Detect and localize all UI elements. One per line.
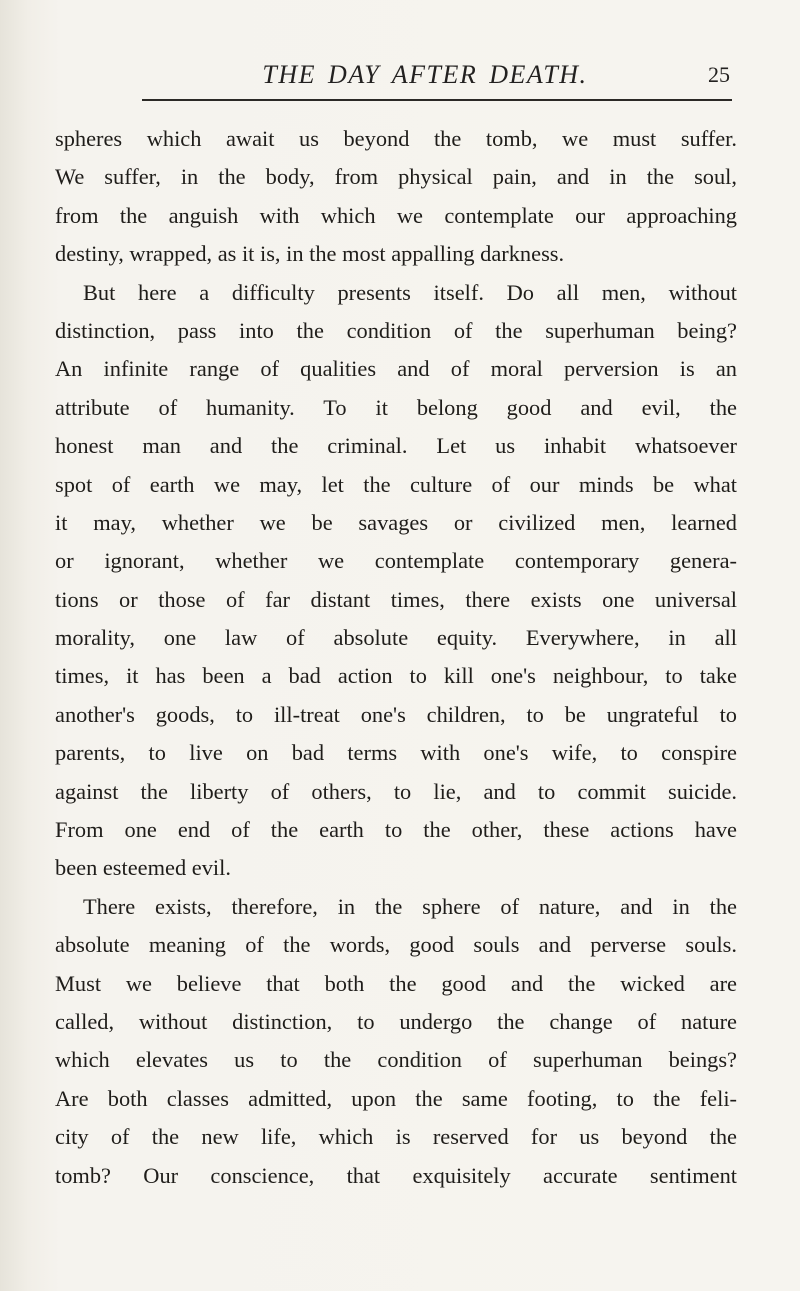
text-line: city of the new life, which is reserved for us beyond the [55, 1124, 737, 1150]
running-title: THE DAY AFTER DEATH. [262, 60, 588, 89]
text-line: honest man and the criminal. Let us inhabit whatsoever [55, 433, 737, 459]
text-line: destiny, wrapped, as it is, in the most appalling darkness. [55, 241, 565, 267]
text-line: An infinite range of qualities and of moral perversion is an [55, 356, 737, 382]
text-line: against the liberty of others, to lie, and to commit suicide. [55, 778, 737, 804]
text-line: From one end of the earth to the other, these actions have [55, 817, 737, 843]
page-number: 25 [708, 62, 730, 87]
text-line: another's goods, to ill-treat one's children, to be ungrateful to [55, 701, 737, 727]
text-line: called, without distinction, to undergo the change of nature [55, 1008, 737, 1034]
header-rule [142, 99, 732, 101]
text-line: tions or those of far distant times, there exists one universal [55, 586, 737, 612]
text-line: There exists, therefore, in the sphere of nature, and in the [83, 893, 737, 919]
text-line: been esteemed evil. [55, 855, 231, 881]
text-line: We suffer, in the body, from physical pain, and in the soul, [55, 164, 737, 190]
text-line: tomb? Our conscience, that exquisitely accurate sentiment [55, 1162, 737, 1188]
text-line: Must we believe that both the good and the wicked are [55, 970, 737, 996]
text-line: it may, whether we be savages or civilized men, learned [55, 509, 737, 535]
text-line: which elevates us to the condition of superhuman beings? [55, 1047, 737, 1073]
text-line: or ignorant, whether we contemplate contemporary genera- [55, 548, 737, 574]
text-line: spheres which await us beyond the tomb, we must suffer. [55, 126, 737, 151]
body-text [55, 120, 737, 1195]
text-line: times, it has been a bad action to kill one's neighbour, to take [55, 663, 737, 689]
text-line: from the anguish with which we contemplate our approaching [55, 202, 737, 228]
text-line: parents, to live on bad terms with one's wife, to conspire [55, 740, 737, 766]
text-line: spot of earth we may, let the culture of our minds be what [55, 471, 737, 497]
text-line: absolute meaning of the words, good souls and perverse souls. [55, 932, 737, 958]
text-line: morality, one law of absolute equity. Everywhere, in all [55, 625, 737, 651]
running-head [120, 60, 730, 100]
text-line: But here a difficulty presents itself. Do all men, without [83, 279, 737, 305]
text-line: attribute of humanity. To it belong good and evil, the [55, 394, 737, 420]
text-line: distinction, pass into the condition of the superhuman being? [55, 317, 737, 343]
text-line: Are both classes admitted, upon the same footing, to the feli- [55, 1085, 737, 1111]
